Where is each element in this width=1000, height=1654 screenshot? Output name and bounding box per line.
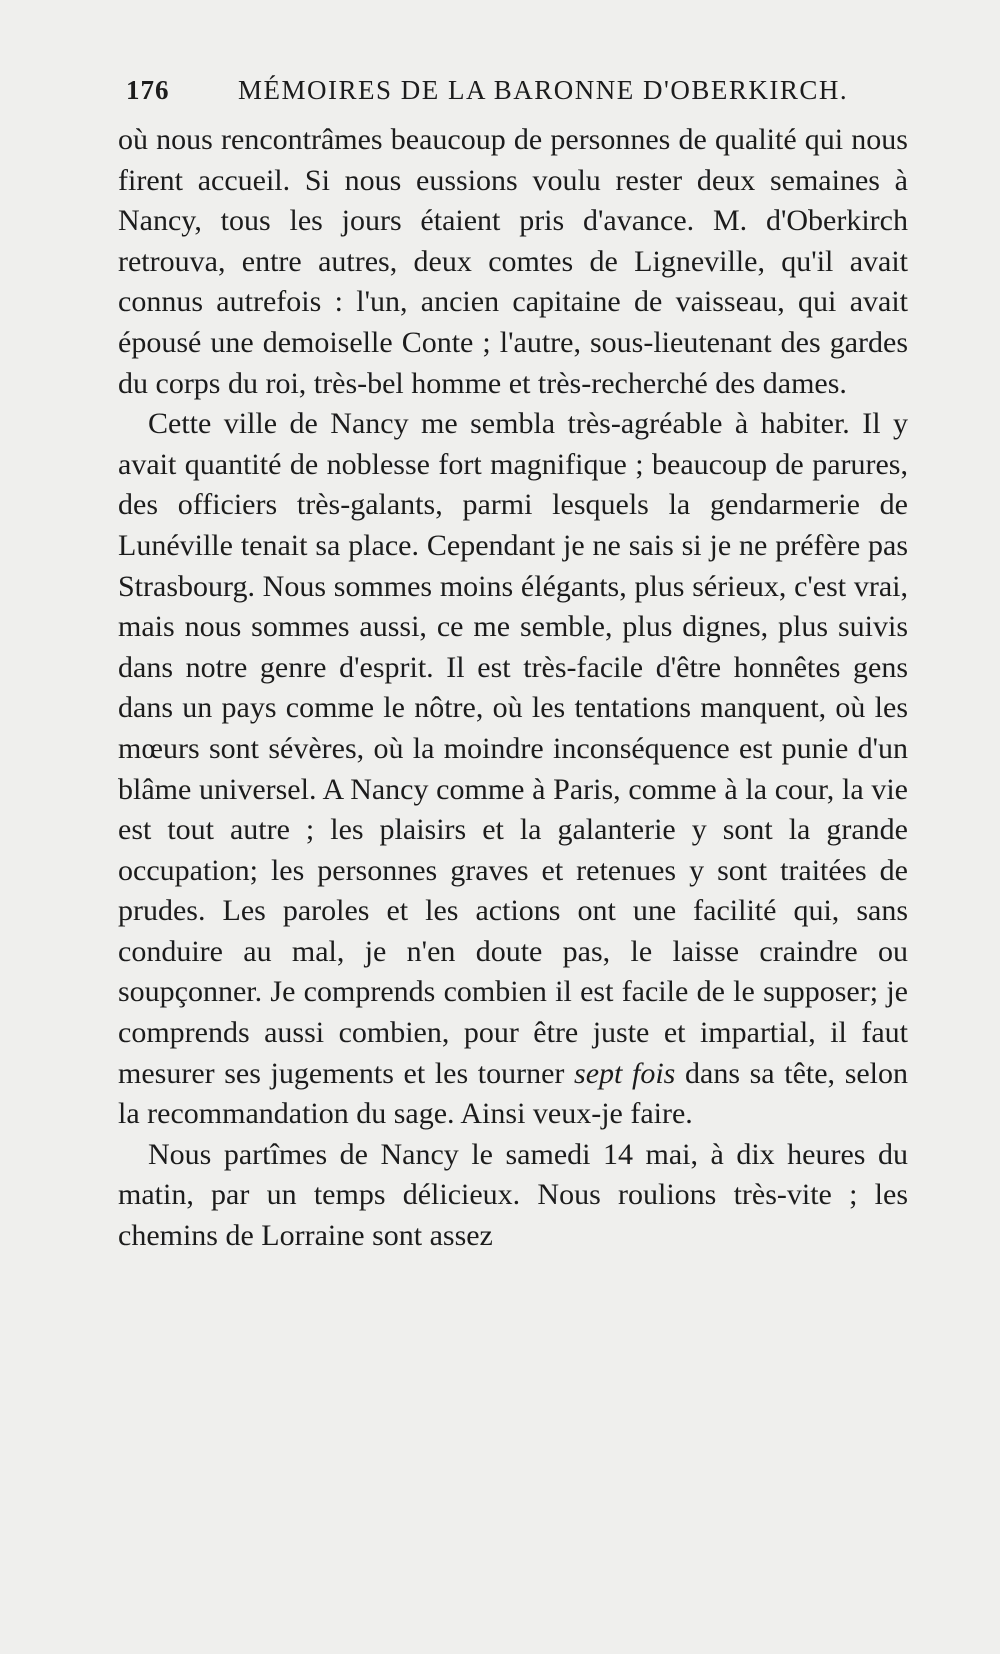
paragraph-3: Nous partîmes de Nancy le samedi 14 mai, à dix heures du matin, par un temps délicieux. Nous roulions très-vite ; les chemins de Lorraine sont assez <box>118 1137 908 1253</box>
running-title: MÉMOIRES DE LA BARONNE D'OBERKIRCH. <box>238 75 849 105</box>
body-text <box>118 120 908 1257</box>
paragraph-2-text-a: Cette ville de Nancy me sembla très-agréable à habiter. Il y avait quantité de noblesse fort magnifique ; beaucoup de parures, des officiers très-galants, parmi lesquels la gendarmerie de Lunéville tenait sa place. Cependant je ne sais si je ne préfère pas Strasbourg. Nous sommes moins élégants, plus sérieux, c'est vrai, mais nous sommes aussi, ce me semble, plus dignes, plus suivis dans notre genre d'esprit. Il est très-facile d'être honnêtes gens dans un pays comme le nôtre, où les tentations manquent, où les mœurs sont sévères, où la moindre inconséquence est punie d'un blâme universel. A Nancy comme à Paris, comme à la cour, la vie est tout autre ; les plaisirs et la galanterie y sont la grande occupation; les personnes graves et retenues y sont traitées de prudes. Les paroles et les actions ont une facilité qui, sans conduire au mal, je n'en doute pas, le laisse craindre ou soupçonner. Je comprends combien il est facile de le supposer; je comprends aussi combien, pour être juste et impartial, il faut mesurer ses jugements et les tourner <box>118 407 908 1090</box>
paragraph-1: où nous rencontrâmes beaucoup de personnes de qualité qui nous firent accueil. Si nous eussions voulu rester deux semaines à Nancy, tous les jours étaient pris d'avance. M. d'Oberkirch retrouva, entre autres, deux comtes de Ligneville, qu'il avait connus autrefois : l'un, ancien capitaine de vaisseau, qui avait épousé une demoiselle Conte ; l'autre, sous-lieutenant des gardes du corps du roi, très-bel homme et très-recherché des dames. <box>118 123 908 400</box>
page-number: 176 <box>126 75 170 105</box>
page-header <box>120 70 880 110</box>
paragraph-2 <box>118 404 908 1135</box>
paragraph-2-text-b: dans sa tête, selon la recommandation du sage. Ainsi veux-je faire. <box>118 1056 909 1131</box>
paragraph-2-italic: sept fois <box>574 1056 676 1090</box>
